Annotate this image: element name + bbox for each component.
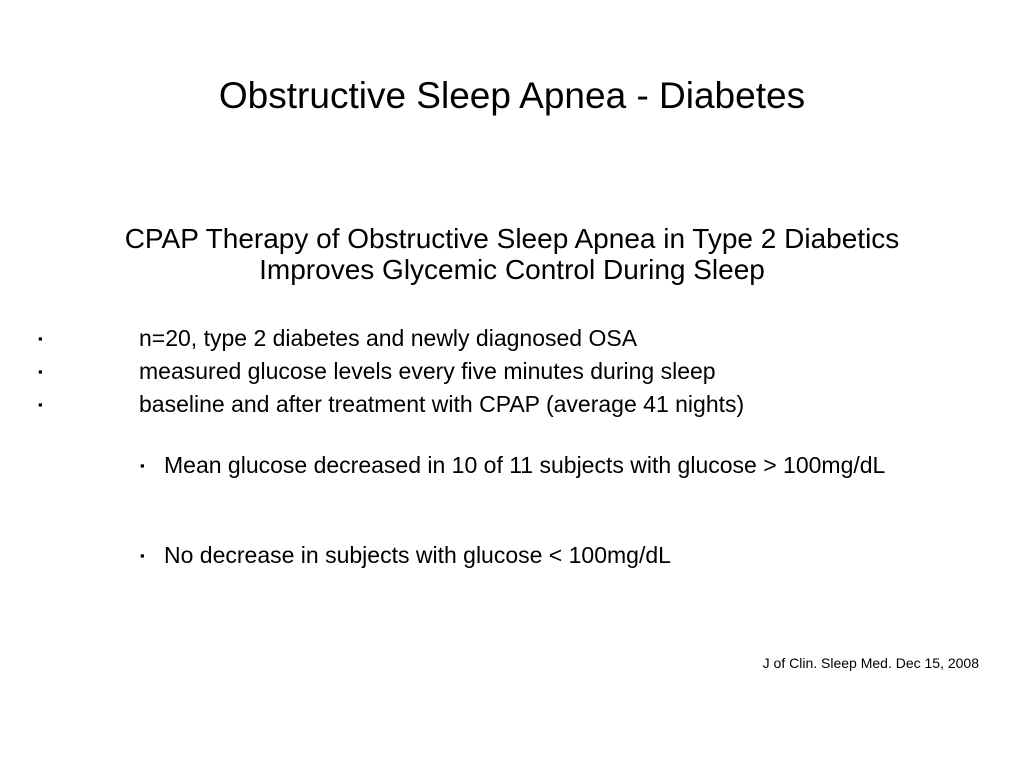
bullet-item: [0, 355, 1024, 388]
sub-bullet-text: No decrease in subjects with glucose < 100mg/dL: [164, 542, 671, 568]
bullet-text: baseline and after treatment with CPAP (average 41 nights): [139, 391, 745, 417]
square-bullet-icon: ▪: [140, 458, 145, 473]
sub-bullet-list: [0, 452, 1024, 568]
slide-title: Obstructive Sleep Apnea - Diabetes: [218, 75, 806, 116]
bullet-text: measured glucose levels every five minutes during sleep: [139, 358, 716, 384]
bullet-text: n=20, type 2 diabetes and newly diagnosed OSA: [139, 325, 638, 351]
sub-bullet-item: [0, 452, 1024, 542]
bullet-item: [0, 388, 1024, 421]
citation: J of Clin. Sleep Med. Dec 15, 2008: [762, 655, 979, 671]
square-bullet-icon: ▪: [140, 548, 145, 563]
slide-subtitle: [40, 223, 984, 285]
square-bullet-icon: ▪: [38, 331, 43, 346]
subtitle-line-1: CPAP Therapy of Obstructive Sleep Apnea in Type 2 Diabetics: [124, 223, 900, 254]
square-bullet-icon: ▪: [38, 397, 43, 412]
bullet-list: [0, 322, 1024, 421]
subtitle-line-2: Improves Glycemic Control During Sleep: [259, 254, 765, 285]
bullet-item: [0, 322, 1024, 355]
sub-bullet-text: Mean glucose decreased in 10 of 11 subjects with glucose > 100mg/dL: [164, 452, 886, 478]
square-bullet-icon: ▪: [38, 364, 43, 379]
